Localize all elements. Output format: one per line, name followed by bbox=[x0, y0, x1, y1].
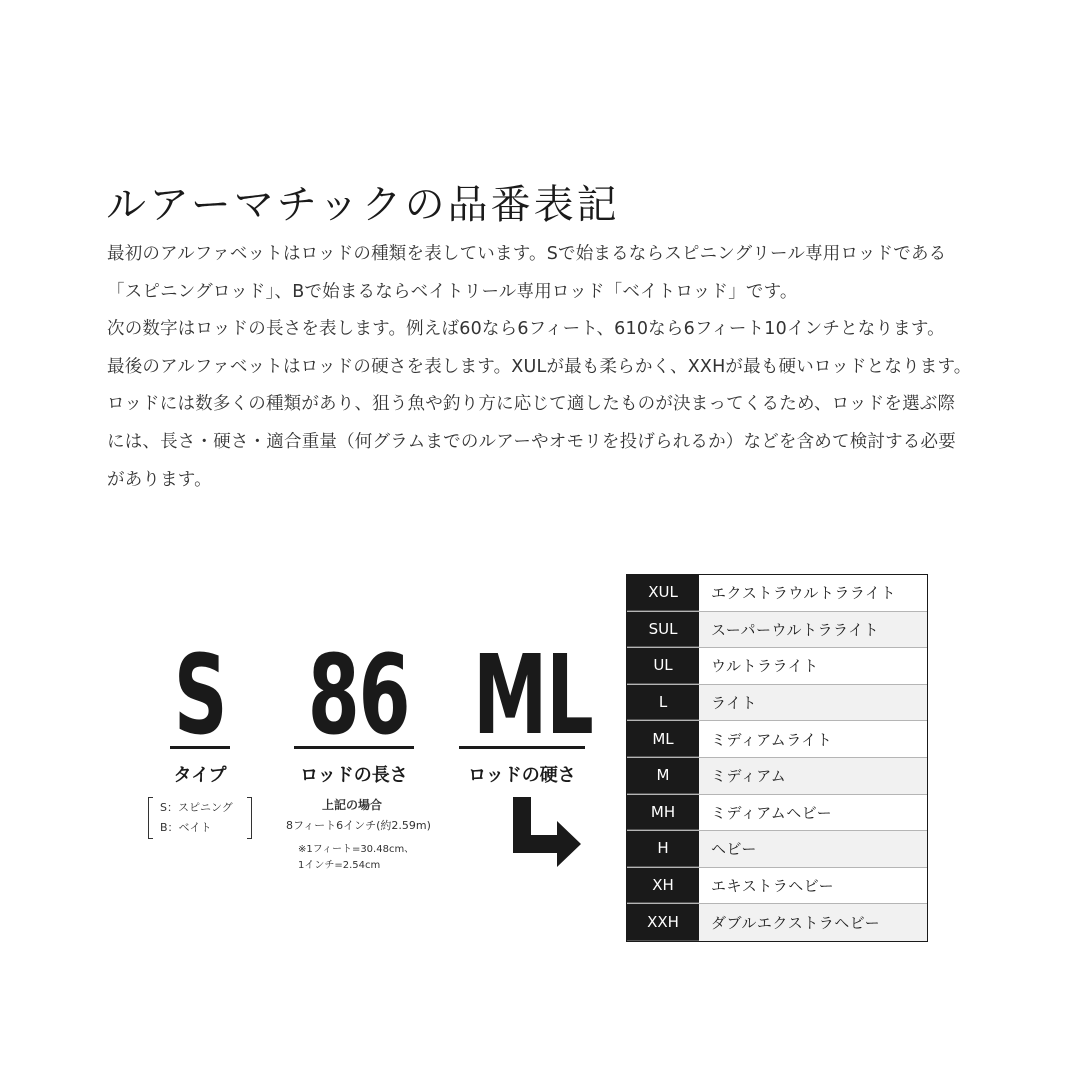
hardness-code: XXH bbox=[627, 904, 699, 941]
hardness-name: ミディアムヘビー bbox=[711, 803, 833, 822]
length-footnote: 1インチ=2.54cm bbox=[298, 860, 381, 871]
table-row bbox=[627, 904, 927, 941]
table-row bbox=[627, 612, 927, 649]
length-footnote: ※1フィート=30.48cm、 bbox=[298, 844, 415, 855]
intro-text bbox=[107, 236, 972, 499]
down-right-arrow-icon bbox=[505, 795, 585, 867]
intro-line: には、長さ・硬さ・適合重量（何グラムまでのルアーやオモリを投げられるか）などを含めて検討する必要 bbox=[107, 431, 956, 452]
hardness-name: ライト bbox=[711, 694, 758, 713]
hardness-name: ミディアム bbox=[711, 767, 787, 786]
type-letter: S bbox=[173, 631, 227, 759]
table-row bbox=[627, 685, 927, 722]
hardness-code: SUL bbox=[627, 612, 699, 648]
hardness-name: ウルトラライト bbox=[711, 657, 819, 676]
hardness-name: エキストラヘビー bbox=[711, 877, 835, 896]
hardness-table bbox=[626, 574, 928, 942]
bracket-right bbox=[247, 797, 252, 839]
type-column bbox=[140, 631, 260, 787]
hardness-name: ミディアムライト bbox=[711, 730, 833, 749]
hardness-code: XUL bbox=[627, 575, 699, 611]
table-row bbox=[627, 721, 927, 758]
length-column bbox=[286, 631, 422, 787]
hardness-code: XH bbox=[627, 868, 699, 904]
length-note-value: 8フィート6インチ(約2.59m) bbox=[286, 819, 431, 832]
bracket-left bbox=[148, 797, 153, 839]
table-row bbox=[627, 795, 927, 832]
table-row bbox=[627, 648, 927, 685]
intro-line: 「スピニングロッド」、Bで始まるならベイトリール専用ロッド「ベイトロッド」です。 bbox=[107, 281, 798, 302]
type-options bbox=[148, 797, 252, 839]
type-label: タイプ bbox=[173, 765, 227, 786]
hardness-code: MH bbox=[627, 795, 699, 831]
table-row bbox=[627, 575, 927, 612]
intro-line: 次の数字はロッドの長さを表します。例えば60なら6フィート、610なら6フィート10インチとなります。 bbox=[107, 319, 945, 340]
intro-line: ロッドには数多くの種類があり、狙う魚や釣り方に応じて適したものが決まってくるため、ロッドを選ぶ際 bbox=[107, 394, 956, 415]
hardness-code: L bbox=[627, 685, 699, 721]
length-label: ロッドの長さ bbox=[300, 765, 408, 786]
hardness-code: M bbox=[627, 758, 699, 794]
hardness-code: H bbox=[627, 831, 699, 867]
table-row bbox=[627, 868, 927, 905]
hardness-name: エクストラウルトラライト bbox=[711, 584, 896, 603]
length-note-title: 上記の場合 bbox=[322, 798, 383, 812]
intro-line: 最初のアルファベットはロッドの種類を表しています。Sで始まるならスピニングリール専用ロッドである bbox=[107, 244, 947, 264]
intro-line: 最後のアルファベットはロッドの硬さを表します。XULが最も柔らかく、XXHが最も硬いロッドとなります。 bbox=[107, 356, 972, 377]
hardness-column bbox=[450, 631, 594, 787]
type-option: B：ベイト bbox=[160, 821, 212, 834]
hardness-code: UL bbox=[627, 648, 699, 684]
length-digits: 86 bbox=[307, 631, 410, 759]
hardness-label: ロッドの硬さ bbox=[468, 765, 576, 786]
hardness-code: ML bbox=[627, 721, 699, 757]
page-title: ルアーマチックの品番表記 bbox=[106, 181, 620, 228]
type-option: S：スピニング bbox=[160, 801, 233, 814]
hardness-letters: ML bbox=[473, 631, 593, 759]
hardness-name: スーパーウルトラライト bbox=[711, 620, 880, 639]
intro-line: があります。 bbox=[107, 469, 212, 490]
hardness-name: ヘビー bbox=[711, 840, 757, 859]
table-row bbox=[627, 758, 927, 795]
table-row bbox=[627, 831, 927, 868]
hardness-name: ダブルエクストラヘビー bbox=[711, 914, 881, 933]
